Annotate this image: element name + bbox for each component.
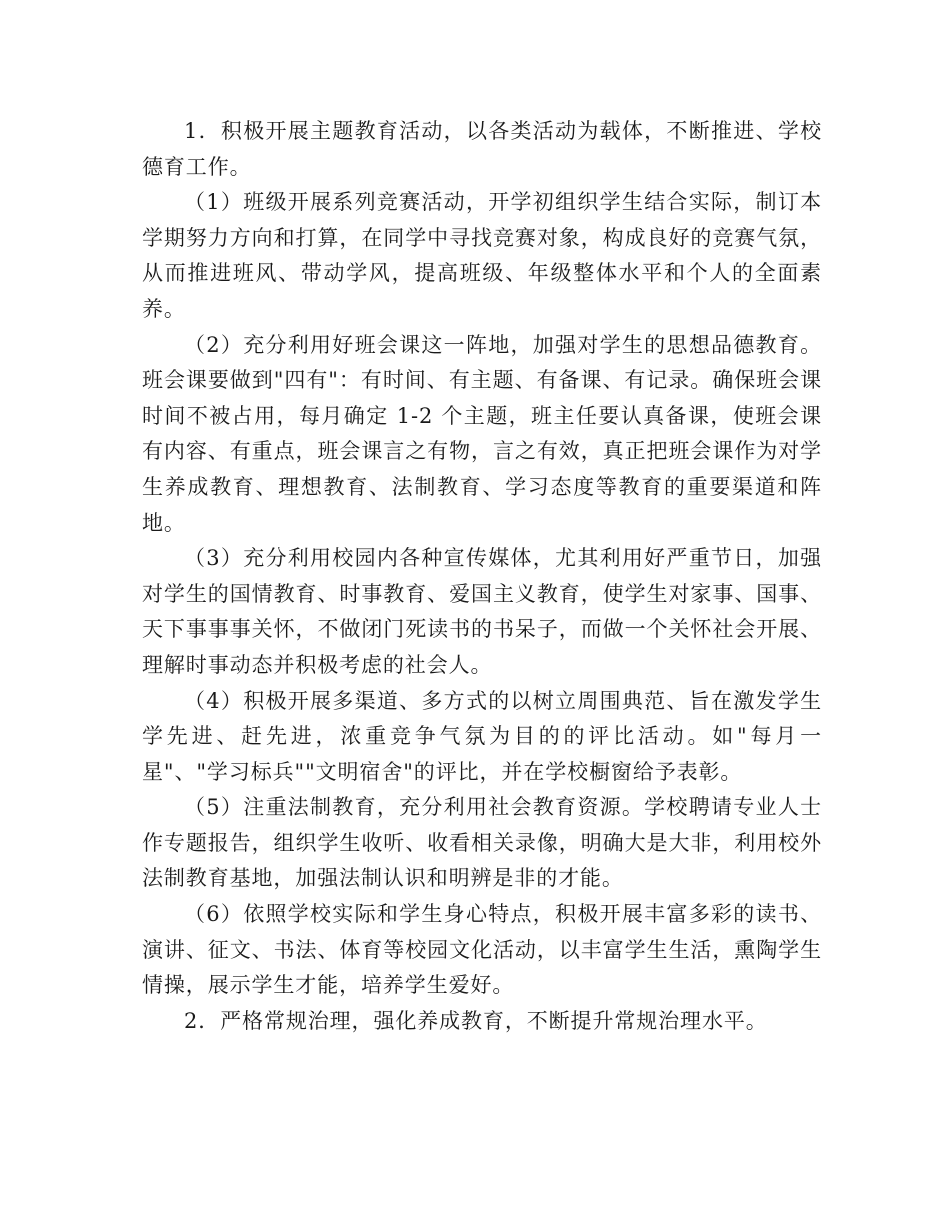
paragraph-item-6: （6）依照学校实际和学生身心特点，积极开展丰富多彩的读书、演讲、征文、书法、体育等校园文化活动，以丰富学生生活，熏陶学生情操，展示学生才能，培养学生爱好。 xyxy=(142,902,822,998)
paragraph-item-4: （4）积极开展多渠道、多方式的以树立周围典范、旨在激发学生学先进、赶先进，浓重竞争气氛为目的的评比活动。如"每月一星"、"学习标兵""文明宿舍"的评比，并在学校橱窗给予表彰。 xyxy=(142,688,822,784)
paragraph-item-1: （1）班级开展系列竞赛活动，开学初组织学生结合实际，制订本学期努力方向和打算，在同学中寻找竞赛对象，构成良好的竞赛气氛，从而推进班风、带动学风，提高班级、年级整体水平和个人的全面素养。 xyxy=(142,190,822,321)
paragraph-item-5: （5）注重法制教育，充分利用社会教育资源。学校聘请专业人士作专题报告，组织学生收听、收看相关录像，明确大是大非，利用校外法制教育基地，加强法制认识和明辨是非的才能。 xyxy=(142,795,822,891)
paragraph-item-2: （2）充分利用好班会课这一阵地，加强对学生的思想品德教育。班会课要做到"四有"：有时间、有主题、有备课、有记录。确保班会课时间不被占用，每月确定 1-2 个主题，班主任要认真备课，使班会课有内容、有重点，班会课言之有物，言之有效，真正把班会课作为对学生养成教育、理想教育、法制教育、学习态度等教育的重要渠道和阵地。 xyxy=(142,332,822,535)
paragraph-item-3: （3）充分利用校园内各种宣传媒体，尤其利用好严重节日，加强对学生的国情教育、时事教育、爱国主义教育，使学生对家事、国事、天下事事事关怀，不做闭门死读书的书呆子，而做一个关怀社会开展、理解时事动态并积极考虑的社会人。 xyxy=(142,546,822,677)
document-body xyxy=(142,114,822,1039)
paragraph-section-1-heading: 1．积极开展主题教育活动，以各类活动为载体，不断推进、学校德育工作。 xyxy=(142,119,822,179)
paragraph-section-2-heading: 2．严格常规治理，强化养成教育，不断提升常规治理水平。 xyxy=(184,1008,768,1033)
